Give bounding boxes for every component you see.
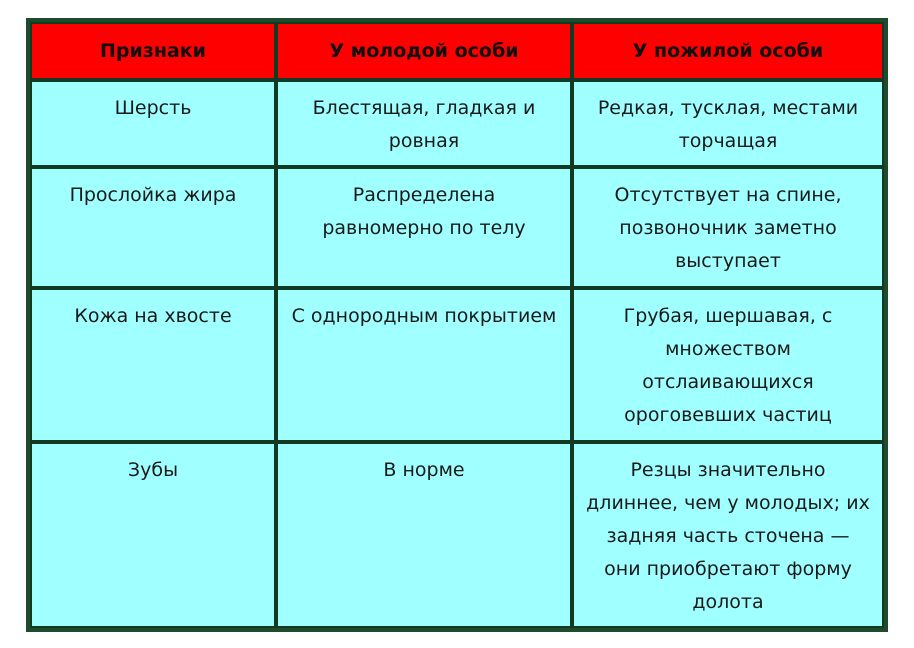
table-cell-old: Резцы значительно длиннее, чем у молодых; их задняя часть сточена — они приобретают форму долота bbox=[572, 442, 884, 628]
table-cell-feature: Зубы bbox=[30, 442, 276, 628]
table-row bbox=[30, 80, 884, 167]
table-header-row bbox=[30, 22, 884, 80]
table-cell-feature: Кожа на хвосте bbox=[30, 288, 276, 442]
header-cell-old: У пожилой особи bbox=[572, 22, 884, 80]
table-cell-old: Грубая, шершавая, с множеством отслаивающихся ороговевших частиц bbox=[572, 288, 884, 442]
table-cell-feature: Прослойка жира bbox=[30, 167, 276, 288]
table-cell-feature: Шерсть bbox=[30, 80, 276, 167]
table-row bbox=[30, 288, 884, 442]
table-cell-young: Распределена равномерно по телу bbox=[276, 167, 572, 288]
table-row bbox=[30, 167, 884, 288]
table-cell-young: В норме bbox=[276, 442, 572, 628]
table-cell-young: С однородным покрытием bbox=[276, 288, 572, 442]
table-row bbox=[30, 442, 884, 628]
table-cell-old: Редкая, тусклая, местами торчащая bbox=[572, 80, 884, 167]
table-cell-young: Блестящая, гладкая и ровная bbox=[276, 80, 572, 167]
comparison-table bbox=[26, 18, 888, 632]
table-cell-old: Отсутствует на спине, позвоночник заметно выступает bbox=[572, 167, 884, 288]
comparison-table-frame bbox=[26, 18, 888, 632]
header-cell-young: У молодой особи bbox=[276, 22, 572, 80]
header-cell-feature: Признаки bbox=[30, 22, 276, 80]
